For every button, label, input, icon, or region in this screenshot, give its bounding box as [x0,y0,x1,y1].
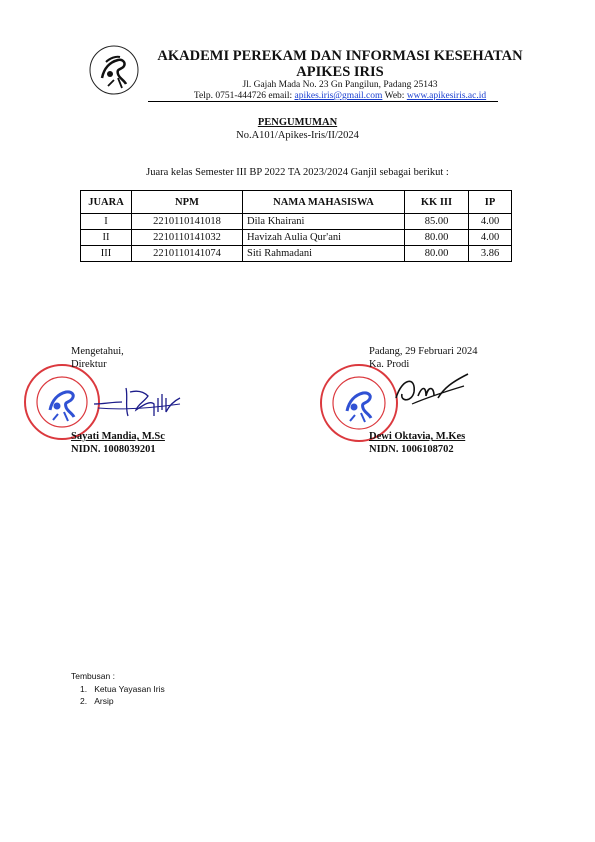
place-date: Padang, 29 Februari 2024 [369,346,478,357]
table-row [81,230,512,246]
right-signature-block [369,345,477,371]
cc-item-label: Arsip [94,696,114,706]
cell-nama: Dila Khairani [243,214,405,230]
institution-short-name: APIKES IRIS [296,64,384,80]
col-nama: NAMA MAHASISWA [243,191,405,214]
cell-npm: 2210110141018 [132,214,243,230]
prodi-head-name: Dewi Oktavia, M.Kes [369,431,466,442]
cell-nama: Havizah Aulia Qur'ani [243,230,405,246]
results-table [80,190,512,262]
cell-ip: 3.86 [469,246,512,262]
left-signature-block [71,345,124,371]
cc-item-label: Ketua Yayasan Iris [94,684,165,694]
cell-ip: 4.00 [469,214,512,230]
address: Jl. Gajah Mada No. 23 Gn Pangilun, Padang 25143 [242,80,438,90]
cell-kk: 80.00 [405,230,469,246]
cc-item [80,696,114,706]
col-juara: JUARA [81,191,132,214]
col-npm: NPM [132,191,243,214]
telp-label: Telp. 0751-444726 email: [193,91,295,101]
director-signature [92,382,184,422]
cc-item-number: 2. [80,696,95,706]
web-link[interactable]: www.apikesiris.ac.id [406,91,487,101]
cell-juara: II [81,230,132,246]
table-row [81,246,512,262]
cell-ip: 4.00 [469,230,512,246]
cell-npm: 2210110141032 [132,230,243,246]
col-ip: IP [469,191,512,214]
web-label: Web: [382,91,407,101]
cell-juara: III [81,246,132,262]
cell-npm: 2210110141074 [132,246,243,262]
announcement-number: No.A101/Apikes-Iris/II/2024 [236,130,359,141]
prodi-head-nidn: NIDN. 1006108702 [369,444,454,455]
acknowledged-label: Mengetahui, [71,346,124,357]
email-link[interactable]: apikes.iris@gmail.com [294,91,383,101]
prodi-signature [392,368,472,414]
prodi-title: Ka. Prodi [369,359,410,370]
announcement-intro: Juara kelas Semester III BP 2022 TA 2023/2024 Ganjil sebagai berikut : [146,167,449,178]
announcement-title: PENGUMUMAN [257,117,338,128]
director-title: Direktur [71,359,107,370]
cell-kk: 80.00 [405,246,469,262]
cc-item [80,684,165,694]
col-kk: KK III [405,191,469,214]
institution-logo [88,44,140,96]
table-row [81,214,512,230]
cell-juara: I [81,214,132,230]
cc-item-number: 1. [80,684,95,694]
director-name: Sayati Mandia, M.Sc [71,431,165,442]
institution-name: AKADEMI PEREKAM DAN INFORMASI KESEHATAN [157,48,523,64]
header-divider [148,101,498,102]
cc-label: Tembusan : [71,671,115,681]
cell-kk: 85.00 [405,214,469,230]
director-nidn: NIDN. 1008039201 [71,444,156,455]
cell-nama: Siti Rahmadani [243,246,405,262]
table-header-row [81,191,512,214]
